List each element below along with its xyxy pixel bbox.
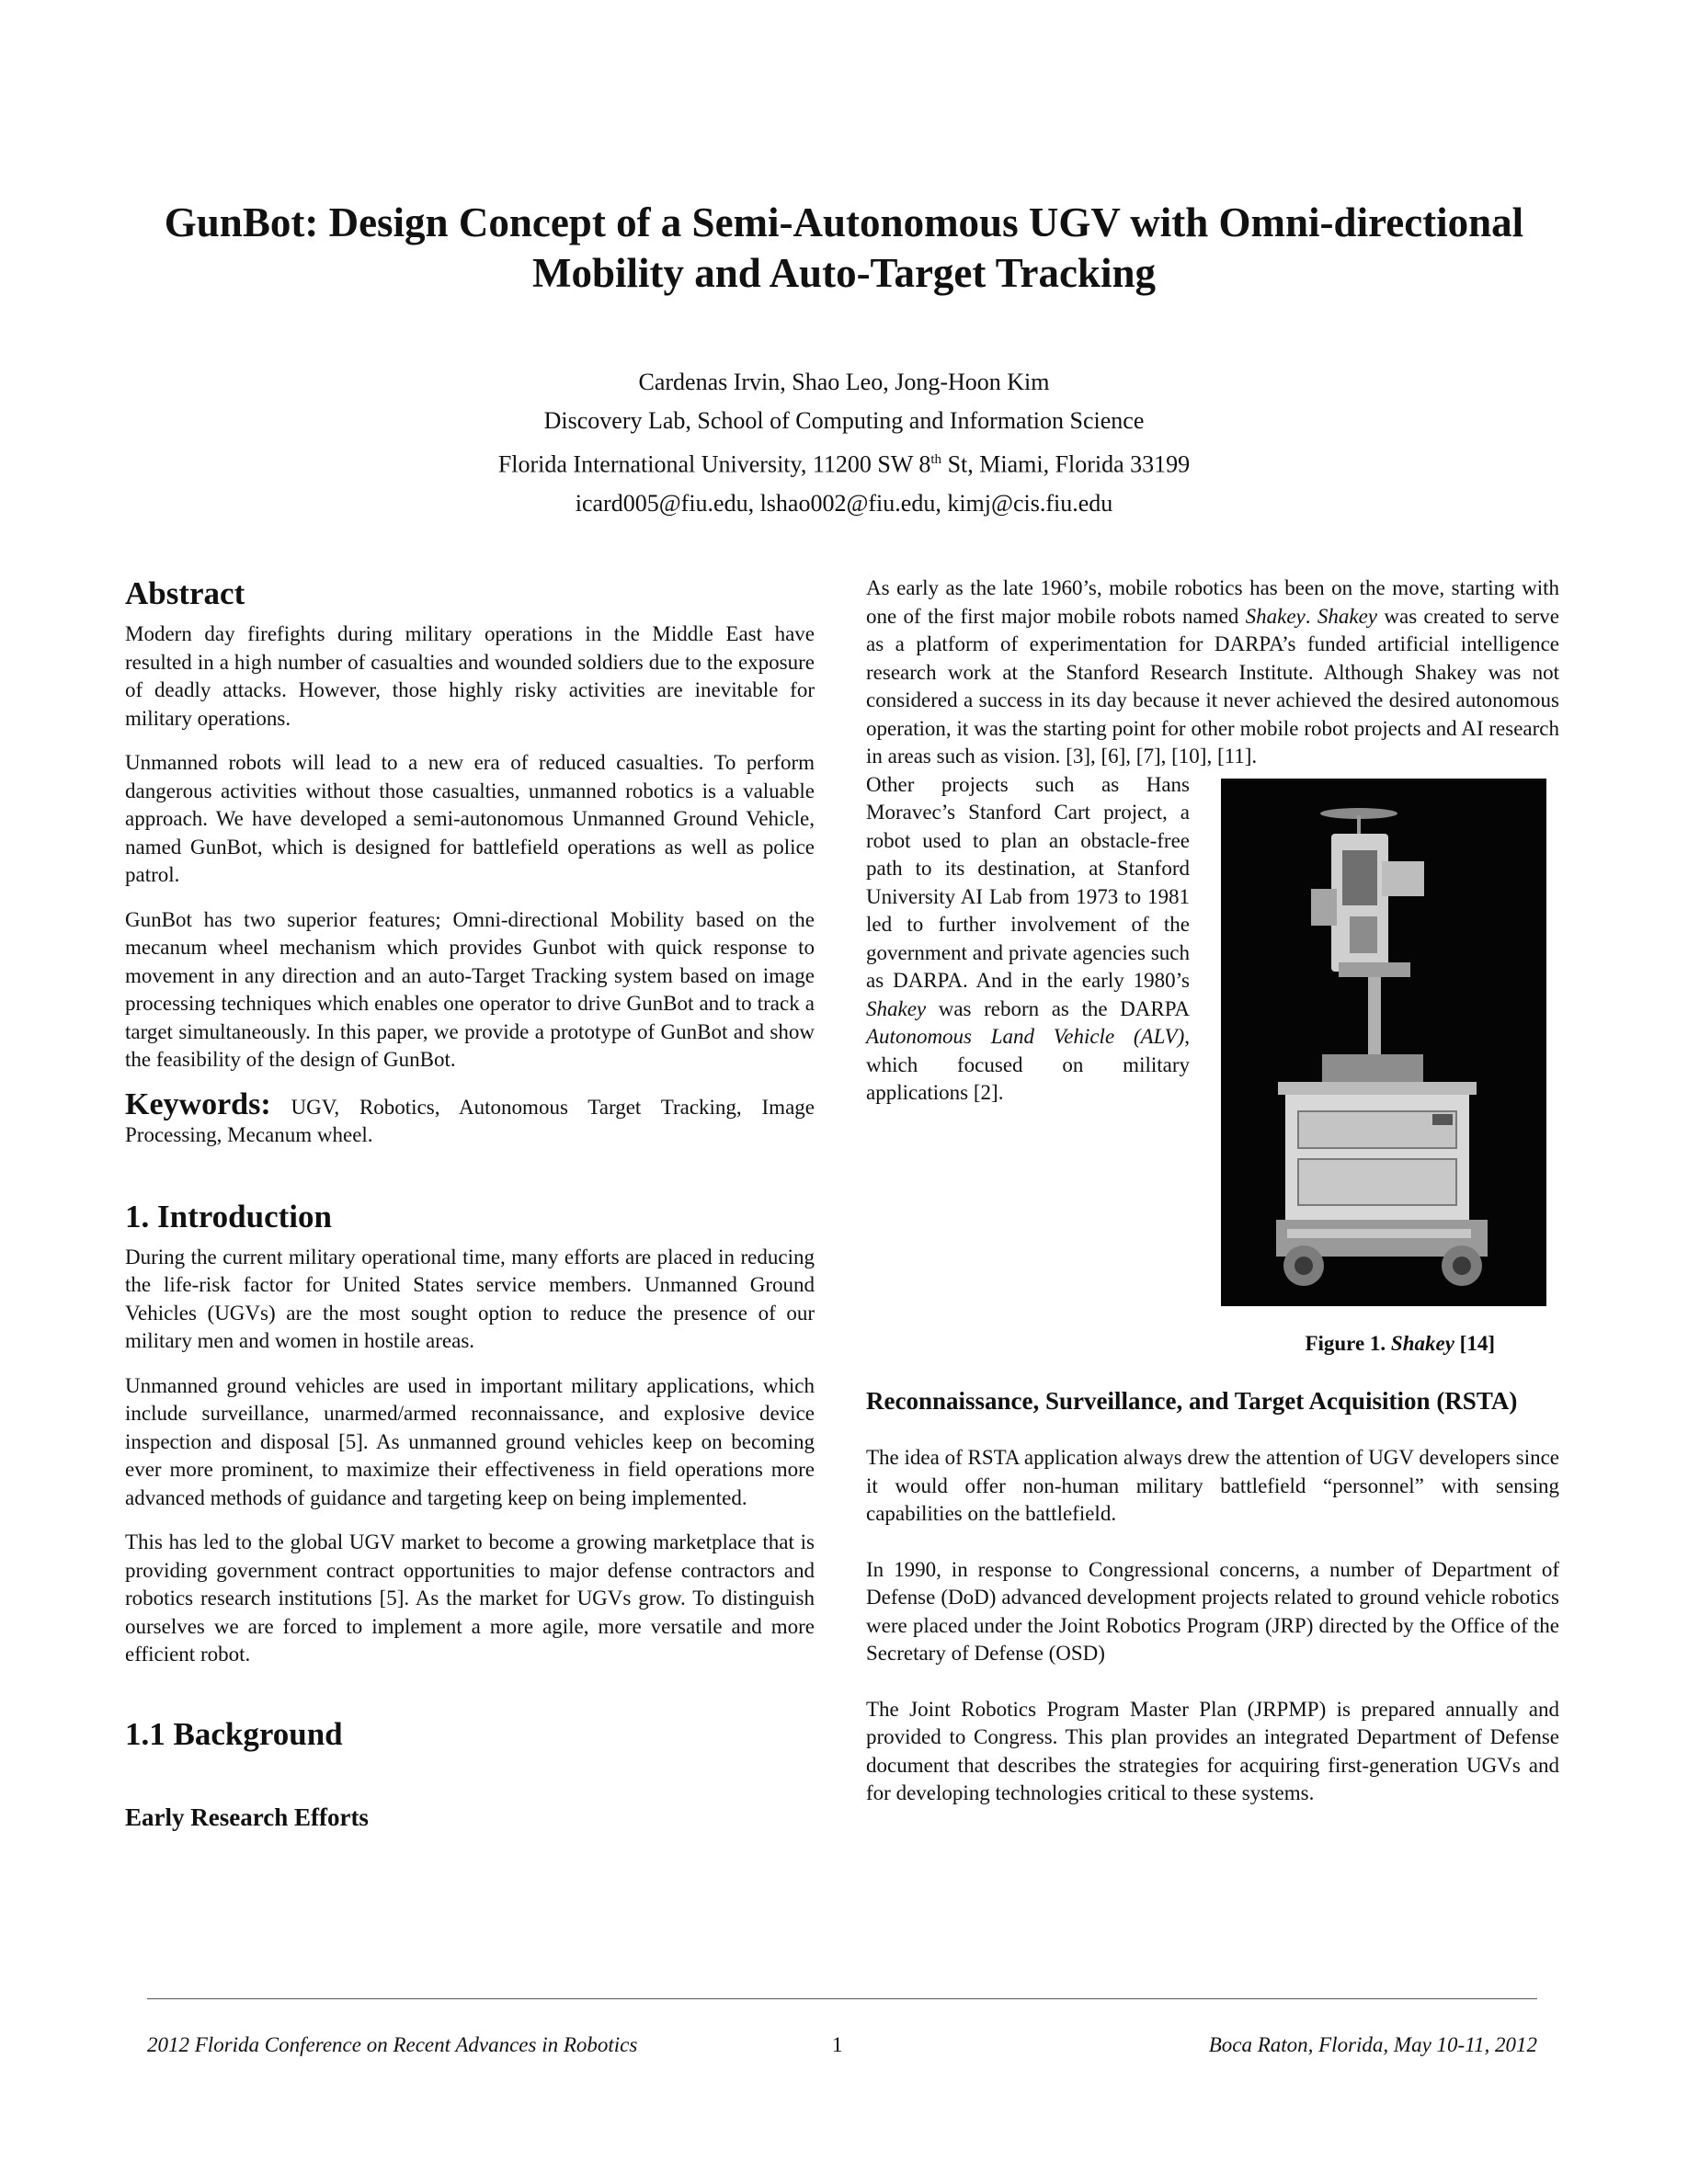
footer-divider (147, 1998, 1537, 1999)
right-column (866, 574, 1559, 1825)
shakey-robot-photo (1221, 779, 1546, 1306)
early-research-heading: Early Research Efforts (125, 1803, 369, 1831)
intro-paragraph-3: This has led to the global UGV market to become a growing marketplace that is providing government contract opportunities to major defense contractors and robotics research institutions [5]. As the market for UGVs grow. To distinguish ourselves we are forced to implement a more agile, more versatile and more efficient robot. (125, 1530, 815, 1666)
left-column (125, 574, 815, 1840)
author-names: Cardenas Irvin, Shao Leo, Jong-Hoon Kim (638, 369, 1050, 395)
footer-location: Boca Raton, Florida, May 10-11, 2012 (1208, 2033, 1537, 2056)
history-paragraph-2: Other projects such as Hans Moravec’s Stanford Cart project, a robot used to plan an obstacle-free path to its destination, at Stanford University AI Lab from 1973 to 1981 led to further involvement of the government and private agencies such as DARPA. And in the early 1980’s Shakey was reborn as the DARPA Autonomous Land Vehicle (ALV), which focused on military applications [2]. (866, 772, 1190, 1104)
author-address: Florida International University, 11200 SW 8th St, Miami, Florida 33199 (497, 450, 1191, 478)
rsta-paragraph-1: The idea of RSTA application always drew the attention of UGV developers since it would offer non-human military battlefield “personnel” with sensing capabilities on the battlefield. (866, 1446, 1559, 1525)
intro-paragraph-2: Unmanned ground vehicles are used in important military applications, which include surveillance, unarmed/armed reconnaissance, and explosive device inspection and disposal [5]. As unmanned ground vehicles keep on becoming ever more prominent, to maximize their effectiveness in field operations more advanced methods of guidance and targeting keep on being implemented. (125, 1373, 815, 1509)
footer-conference: 2012 Florida Conference on Recent Advances in Robotics (147, 2033, 638, 2056)
abstract-heading: Abstract (125, 575, 245, 611)
figure-wrap (866, 771, 1559, 1368)
footer-page-number: 1 (832, 2033, 843, 2056)
abstract-paragraph-2: Unmanned robots will lead to a new era of reduced casualties. To perform dangerous activities without those casualties, unmanned robotics is a valuable approach. We have developed a semi-autonomous Unmanned Ground Vehicle, named GunBot, which is designed for battlefield operations as well as police patrol. (125, 751, 815, 886)
keywords-text: UGV, Robotics, Autonomous Target Tracking, Image Processing, Mecanum wheel. (125, 1095, 815, 1146)
introduction-heading: 1. Introduction (125, 1198, 332, 1234)
background-heading: 1.1 Background (125, 1715, 343, 1752)
author-affiliation: Discovery Lab, School of Computing and Information Science (543, 407, 1145, 434)
page-title: GunBot: Design Concept of a Semi-Autonomous UGV with Omni-directional Mobility and Auto-Target Tracking (164, 199, 1524, 296)
rsta-heading: Reconnaissance, Surveillance, and Target Acquisition (RSTA) (866, 1387, 1518, 1415)
rsta-paragraph-3: The Joint Robotics Program Master Plan (JRPMP) is prepared annually and provided to Congress. This plan provides an integrated Department of Defense document that describes the strategies for acquiring first-generation UGVs and for developing technologies critical to these systems. (866, 1697, 1559, 1804)
figure-1 (1210, 779, 1559, 1359)
abstract-paragraph-3: GunBot has two superior features; Omni-directional Mobility based on the mecanum wheel mechanism which provides Gunbot with quick response to movement in any direction and an auto-Target Tracking system based on image processing techniques which enables one operator to drive GunBot and to track a target simultaneously. In this paper, we provide a prototype of GunBot and show the feasibility of the design of GunBot. (125, 907, 815, 1071)
abstract-paragraph-1: Modern day firefights during military operations in the Middle East have resulted in a high number of casualties and wounded soldiers due to the exposure of deadly attacks. However, those highly risky activities are inevitable for military operations. (125, 622, 815, 730)
shakey-robot-illustration (1221, 779, 1546, 1306)
keywords (125, 1086, 815, 1150)
keywords-label: Keywords: (125, 1086, 271, 1121)
author-emails: icard005@fiu.edu, lshao002@fiu.edu, kimj@cis.fiu.edu (575, 489, 1113, 517)
rsta-paragraph-2: In 1990, in response to Congressional concerns, a number of Department of Defense (DoD) advanced development projects related to ground vehicle robotics were placed under the Joint Robotics Program (JRP) directed by the Office of the Secretary of Defense (OSD) (866, 1557, 1559, 1665)
intro-paragraph-1: During the current military operational time, many efforts are placed in reducing the life-risk factor for United States service members. Unmanned Ground Vehicles (UGVs) are the most sought option to reduce the presence of our military men and women in hostile areas. (125, 1245, 815, 1352)
figure-caption: Figure 1. Shakey [14] (1305, 1331, 1495, 1355)
history-paragraph-1: As early as the late 1960’s, mobile robotics has been on the move, starting with one of the first major mobile robots named Shakey. Shakey was created to serve as a platform of experimentation for DARPA’s funded artificial intelligence research work at the Stanford Research Institute. Although Shakey was not considered a success in its day because it never achieved the desired autonomous operation, it was the starting point for other mobile robot projects and AI research in areas such as vision. [3], [6], [7], [10], [11]. (866, 576, 1559, 768)
author-block (147, 363, 1541, 523)
page-footer (147, 2033, 1537, 2063)
